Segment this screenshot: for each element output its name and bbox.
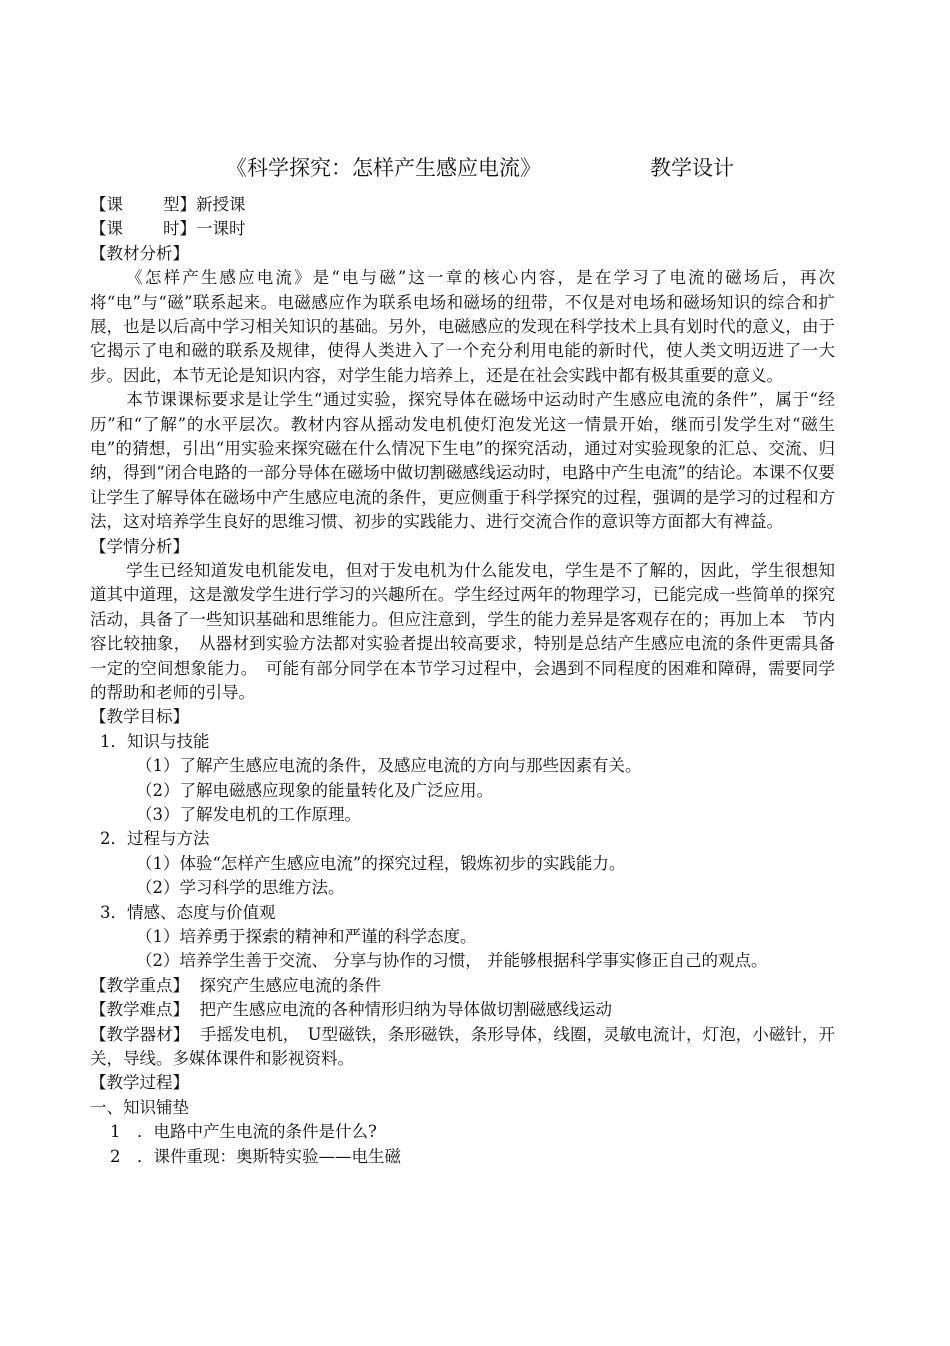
difficulty-label: 【教学难点】 xyxy=(90,1000,189,1020)
goal-process-item-2: （2）学习科学的思维方法。 xyxy=(136,878,345,898)
goal-knowledge-item-3: （3）了解发电机的工作原理。 xyxy=(136,805,361,825)
goal-process-item-1: （1）体验“怎样产生感应电流”的探究过程，锻炼初步的实践能力。 xyxy=(136,853,626,873)
process-item-2: 2 ．课件重现：奥斯特实验——电生磁 xyxy=(110,1146,401,1166)
process-heading: 【教学过程】 xyxy=(90,1073,189,1093)
process-section-1: 一、知识铺垫 xyxy=(90,1097,189,1117)
lesson-period-row xyxy=(90,217,835,241)
goal-attitude-item-2: （2）培养学生善于交流、 分享与协作的习惯， 并能够根据科学事实修正自己的观点。 xyxy=(136,951,768,971)
lesson-type-row xyxy=(90,193,835,217)
keypoint-row xyxy=(90,974,835,998)
lesson-period-label-b: 时】 xyxy=(163,219,196,239)
equipment-label: 【教学器材】 xyxy=(90,1024,190,1044)
process-item-1: 1 ．电路中产生电流的条件是什么? xyxy=(110,1122,377,1142)
goal-attitude-item-1: （1）培养勇于探索的精神和严谨的科学态度。 xyxy=(136,926,477,946)
students-paragraph: 学生已经知道发电机能发电，但对于发电机为什么能发电，学生是不了解的，因此，学生很想知道其中道理，这是激发学生进行学习的兴趣所在。学生经过两年的物理学习，已能完成一些简单的探究活动，具备了一些知识基础和思维能力。但应注意到，学生的能力差异是客观存在的；再加上本 节内容比较抽象， 从器材到实验方法都对实验者提出较高要求，特别是总结产生感应电流的条件更需具备一定的空间想象能力。 可能有部分同学在本节学习过程中，会遇到不同程度的困难和障碍，需要同学的帮助和老师的引导。 xyxy=(90,561,835,703)
analysis-heading: 【教材分析】 xyxy=(90,243,189,263)
difficulty-row xyxy=(90,998,835,1022)
document-body xyxy=(90,193,835,1169)
lesson-type-label-a: 【课 xyxy=(90,195,123,214)
students-heading: 【学情分析】 xyxy=(90,536,189,556)
lesson-period-value: 一课时 xyxy=(196,219,246,239)
difficulty-value: 把产生感应电流的各种情形归纳为导体做切割磁感线运动 xyxy=(199,1000,612,1020)
lesson-type-value: 新授课 xyxy=(196,195,246,214)
lesson-type-label-b: 型】 xyxy=(163,195,196,214)
goal-knowledge-item-2: （2）了解电磁感应现象的能量转化及广泛应用。 xyxy=(136,780,493,800)
goals-heading: 【教学目标】 xyxy=(90,707,189,727)
equipment-value: 手摇发电机， U型磁铁，条形磁铁，条形导体，线圈，灵敏电流计，灯泡，小磁针，开关，导线。多媒体课件和影视资料。 xyxy=(90,1024,836,1068)
title-sub: 教学设计 xyxy=(650,156,734,180)
keypoint-value: 探究产生感应电流的条件 xyxy=(199,975,381,995)
title-main: 《科学探究：怎样产生感应电流》 xyxy=(226,156,541,180)
analysis-paragraph-1: 《怎样产生感应电流》是“电与磁”这一章的核心内容，是在学习了电流的磁场后，再次将“电”与“磁”联系起来。电磁感应作为联系电场和磁场的纽带，不仅是对电场和磁场知识的综合和扩展，也是以后高中学习相关知识的基础。另外，电磁感应的发现在科学技术上具有划时代的意义，由于它揭示了电和磁的联系及规律，使得人类进入了一个充分利用电能的新时代，使人类文明迈进了一大步。因此，本节无论是知识内容，对学生能力培养上，还是在社会实践中都有极其重要的意义。 xyxy=(90,268,835,385)
goal-process: 2．过程与方法 xyxy=(100,829,210,849)
goal-knowledge: 1．知识与技能 xyxy=(100,731,210,751)
lesson-period-label-a: 【课 xyxy=(90,219,123,239)
analysis-paragraph-2: 本节课课标要求是让学生“通过实验，探究导体在磁场中运动时产生感应电流的条件”，属于“经历”和“了解”的水平层次。教材内容从摇动发电机使灯泡发光这一情景开始，继而引发学生对“磁生电”的猜想，引出“用实验来探究磁在什么情况下生电”的探究活动，通过对实验现象的汇总、交流、归纳，得到“闭合电路的一部分导体在磁场中做切割磁感线运动时，电路中产生电流”的结论。本课不仅要让学生了解导体在磁场中产生感应电流的条件，更应侧重于科学探究的过程，强调的是学习的过程和方法，这对培养学生良好的思维习惯、初步的实践能力、进行交流合作的意识等方面都大有裨益。 xyxy=(90,390,835,532)
goal-knowledge-item-1: （1）了解产生感应电流的条件，及感应电流的方向与那些因素有关。 xyxy=(136,756,642,776)
keypoint-label: 【教学重点】 xyxy=(90,975,189,995)
equipment-row xyxy=(90,1023,835,1072)
goal-attitude: 3．情感、态度与价值观 xyxy=(100,902,276,922)
